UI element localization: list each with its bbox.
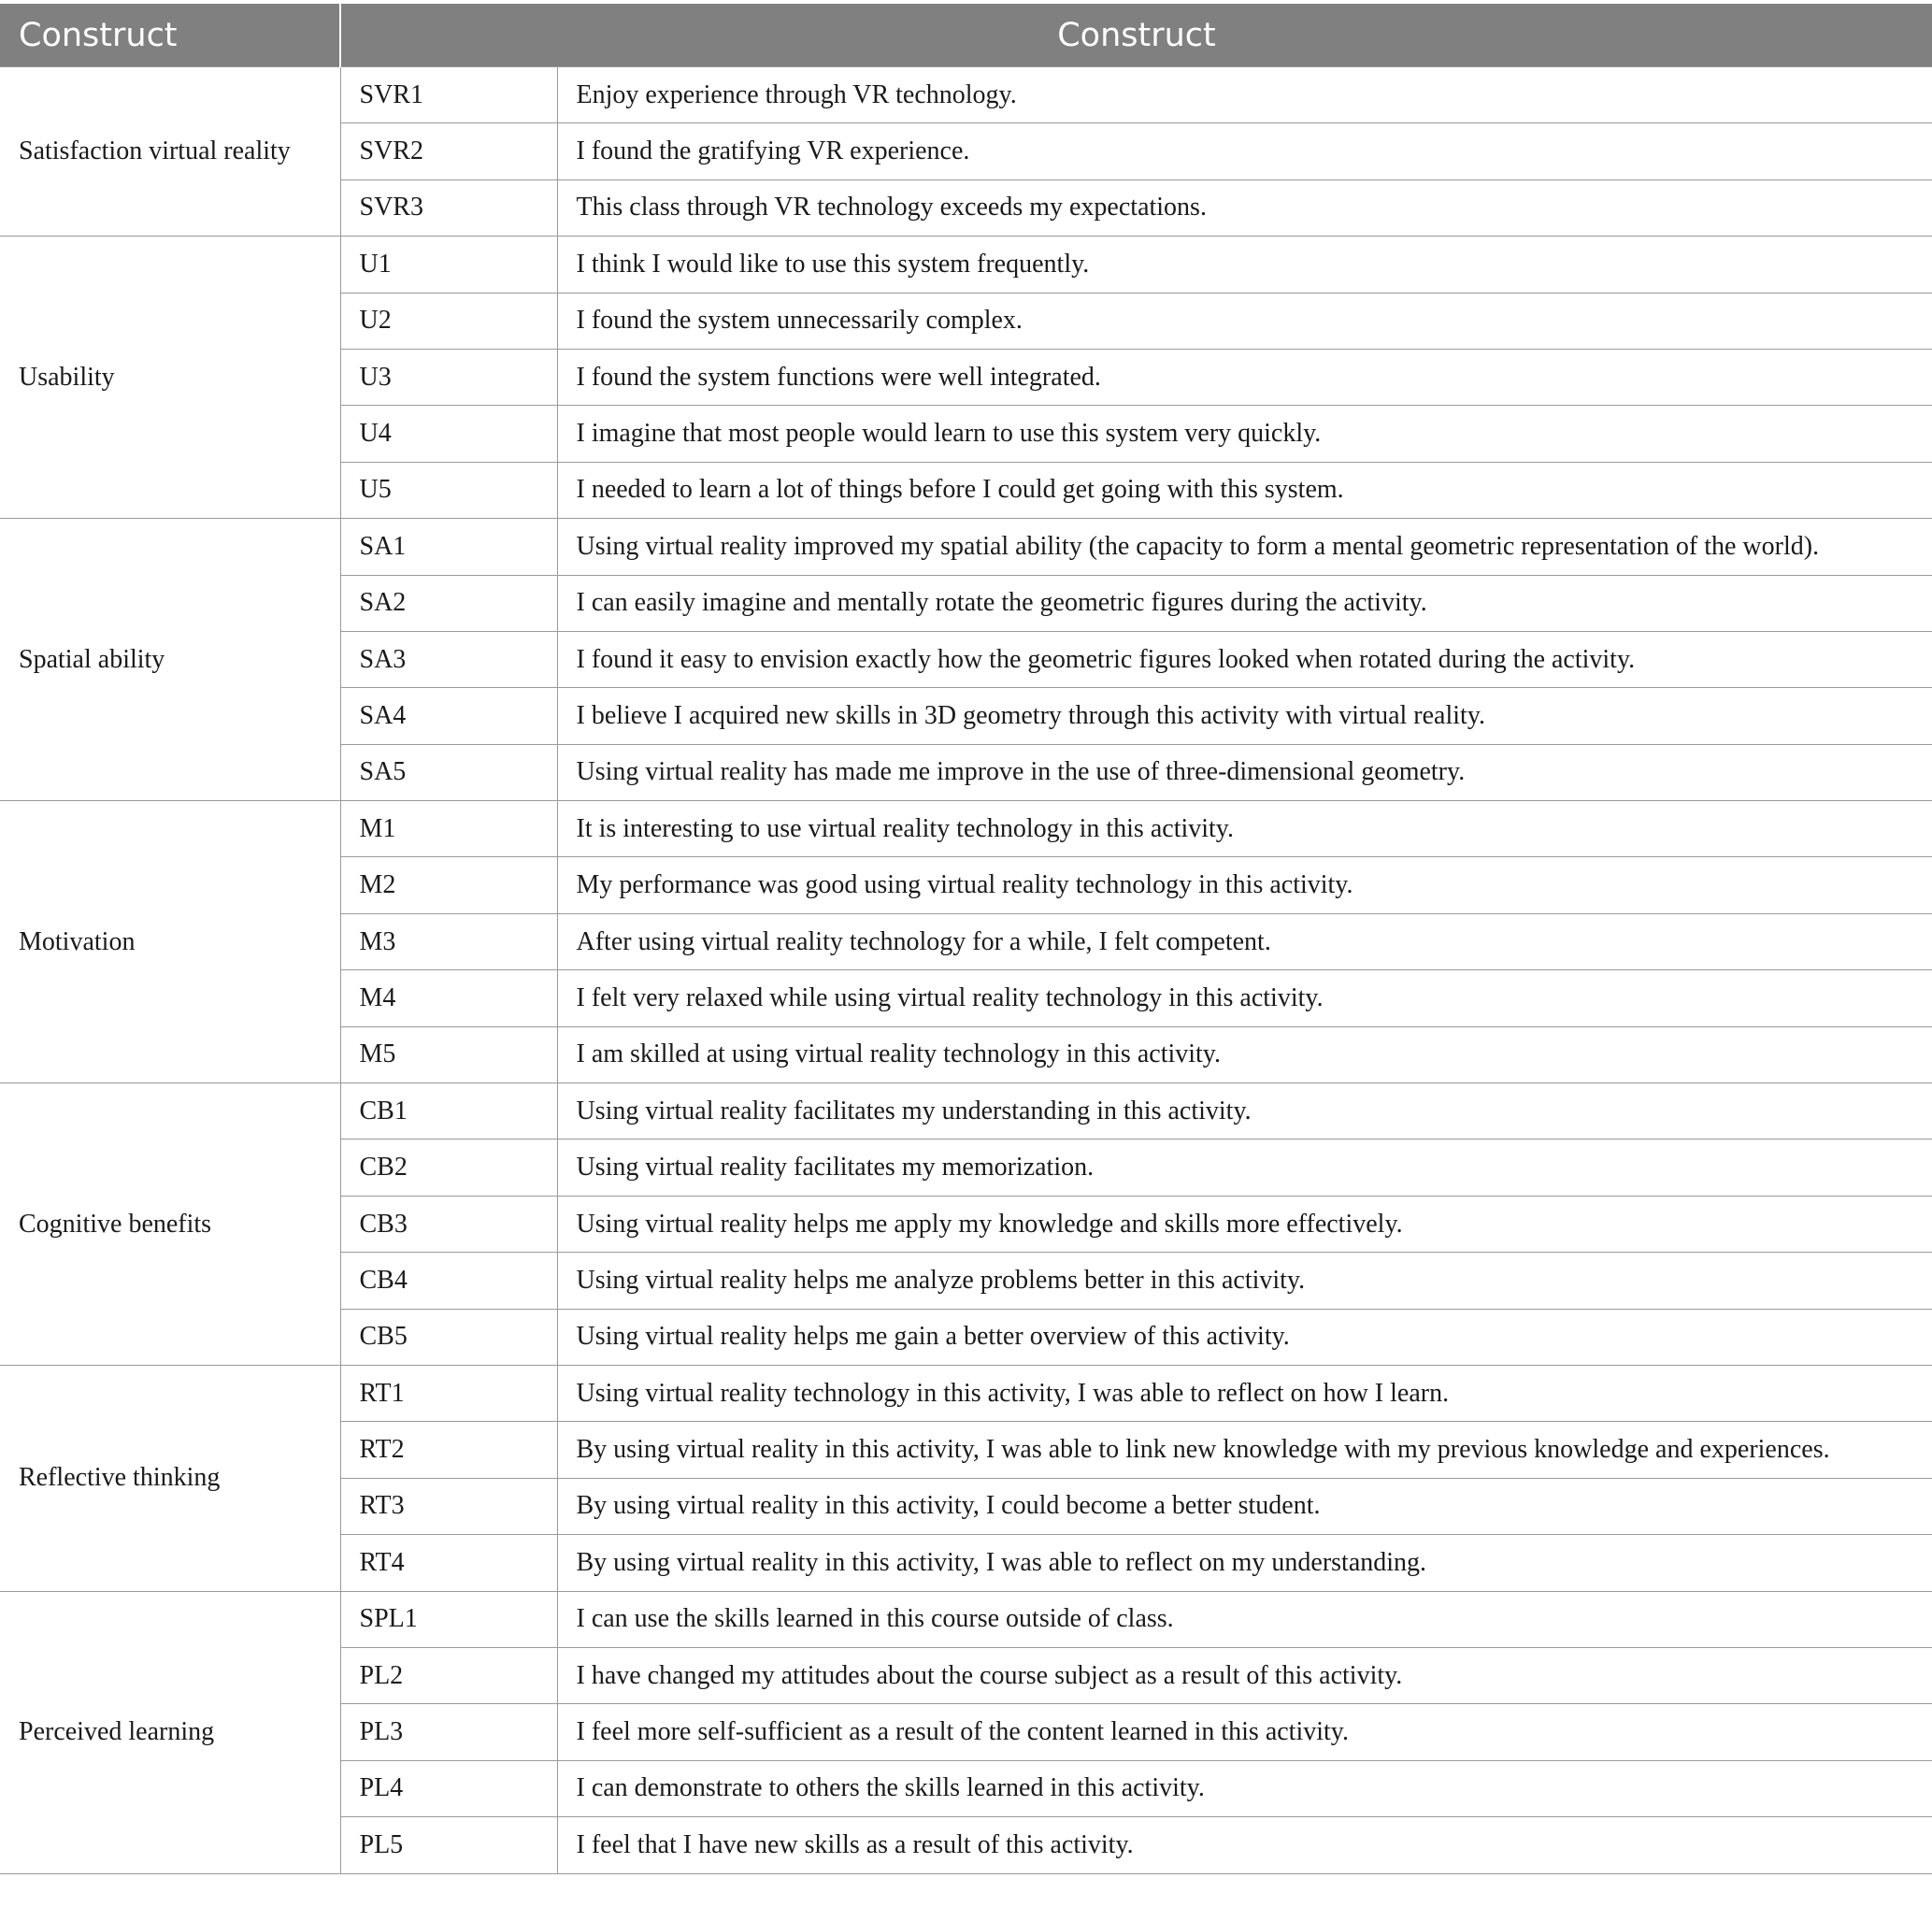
item-statement: I can demonstrate to others the skills learned in this activity. <box>557 1760 1932 1816</box>
item-statement: My performance was good using virtual reality technology in this activity. <box>557 857 1932 913</box>
item-code: SA4 <box>340 688 557 744</box>
item-statement: Using virtual reality technology in this activity, I was able to reflect on how I learn. <box>557 1365 1932 1421</box>
item-code: SA5 <box>340 744 557 800</box>
item-code: U5 <box>340 462 557 518</box>
item-code: U2 <box>340 293 557 349</box>
item-code: M1 <box>340 801 557 857</box>
item-code: M2 <box>340 857 557 913</box>
item-statement: Using virtual reality improved my spatial ability (the capacity to form a mental geometric representation of the world). <box>557 519 1932 575</box>
item-code: PL2 <box>340 1647 557 1703</box>
item-code: U3 <box>340 349 557 405</box>
item-statement: Enjoy experience through VR technology. <box>557 67 1932 123</box>
table-header <box>0 4 1932 67</box>
item-code: SA1 <box>340 519 557 575</box>
construct-name: Perceived learning <box>0 1591 340 1873</box>
item-statement: I have changed my attitudes about the course subject as a result of this activity. <box>557 1647 1932 1703</box>
table-row <box>0 801 1932 857</box>
construct-name: Reflective thinking <box>0 1365 340 1591</box>
item-statement: Using virtual reality helps me analyze problems better in this activity. <box>557 1253 1932 1309</box>
item-code: PL4 <box>340 1760 557 1816</box>
item-code: CB3 <box>340 1196 557 1252</box>
item-statement: I found the system functions were well integrated. <box>557 349 1932 405</box>
table-row <box>0 519 1932 575</box>
item-statement: This class through VR technology exceeds my expectations. <box>557 179 1932 236</box>
item-statement: Using virtual reality has made me improve in the use of three-dimensional geometry. <box>557 744 1932 800</box>
item-code: RT2 <box>340 1422 557 1478</box>
item-code: SVR1 <box>340 67 557 123</box>
item-code: M3 <box>340 913 557 969</box>
item-statement: By using virtual reality in this activity, I was able to reflect on my understanding. <box>557 1535 1932 1591</box>
item-statement: Using virtual reality facilitates my understanding in this activity. <box>557 1083 1932 1140</box>
item-statement: I found it easy to envision exactly how the geometric figures looked when rotated during the activity. <box>557 631 1932 687</box>
item-code: SVR2 <box>340 123 557 179</box>
item-code: RT3 <box>340 1478 557 1534</box>
item-code: CB1 <box>340 1083 557 1140</box>
item-code: SA3 <box>340 631 557 687</box>
item-code: RT1 <box>340 1365 557 1421</box>
construct-name: Cognitive benefits <box>0 1083 340 1366</box>
item-statement: By using virtual reality in this activity, I could become a better student. <box>557 1478 1932 1534</box>
table-row <box>0 1365 1932 1421</box>
item-statement: I found the system unnecessarily complex. <box>557 293 1932 349</box>
item-statement: I found the gratifying VR experience. <box>557 123 1932 179</box>
item-statement: I felt very relaxed while using virtual reality technology in this activity. <box>557 970 1932 1026</box>
item-statement: I feel that I have new skills as a result of this activity. <box>557 1817 1932 1873</box>
item-statement: Using virtual reality helps me gain a better overview of this activity. <box>557 1309 1932 1365</box>
item-code: U1 <box>340 237 557 293</box>
item-statement: I am skilled at using virtual reality technology in this activity. <box>557 1026 1932 1082</box>
item-code: U4 <box>340 406 557 462</box>
item-statement: I can use the skills learned in this course outside of class. <box>557 1591 1932 1647</box>
item-code: PL3 <box>340 1704 557 1760</box>
item-statement: It is interesting to use virtual reality technology in this activity. <box>557 801 1932 857</box>
table-body <box>0 67 1932 1874</box>
header-construct-items: Construct <box>340 4 1932 67</box>
construct-name: Usability <box>0 237 340 519</box>
item-statement: Using virtual reality facilitates my memorization. <box>557 1140 1932 1196</box>
item-code: CB4 <box>340 1253 557 1309</box>
item-statement: I needed to learn a lot of things before I could get going with this system. <box>557 462 1932 518</box>
header-construct: Construct <box>0 4 340 67</box>
table-row <box>0 237 1932 293</box>
item-code: CB2 <box>340 1140 557 1196</box>
table-row <box>0 1591 1932 1647</box>
item-statement: I believe I acquired new skills in 3D geometry through this activity with virtual reality. <box>557 688 1932 744</box>
item-code: M4 <box>340 970 557 1026</box>
item-statement: I feel more self-sufficient as a result of the content learned in this activity. <box>557 1704 1932 1760</box>
item-code: SPL1 <box>340 1591 557 1647</box>
table-row <box>0 1083 1932 1140</box>
construct-name: Satisfaction virtual reality <box>0 67 340 237</box>
item-code: CB5 <box>340 1309 557 1365</box>
item-statement: By using virtual reality in this activity, I was able to link new knowledge with my previous knowledge and experiences. <box>557 1422 1932 1478</box>
item-statement: I think I would like to use this system frequently. <box>557 237 1932 293</box>
item-code: PL5 <box>340 1817 557 1873</box>
constructs-table-container <box>0 4 1932 1874</box>
item-statement: I imagine that most people would learn to use this system very quickly. <box>557 406 1932 462</box>
item-code: SVR3 <box>340 179 557 236</box>
item-code: M5 <box>340 1026 557 1082</box>
item-code: SA2 <box>340 575 557 631</box>
construct-name: Spatial ability <box>0 519 340 801</box>
item-code: RT4 <box>340 1535 557 1591</box>
construct-name: Motivation <box>0 801 340 1083</box>
item-statement: After using virtual reality technology for a while, I felt competent. <box>557 913 1932 969</box>
table-row <box>0 67 1932 123</box>
item-statement: Using virtual reality helps me apply my knowledge and skills more effectively. <box>557 1196 1932 1252</box>
header-row <box>0 4 1932 67</box>
constructs-table <box>0 4 1932 1874</box>
item-statement: I can easily imagine and mentally rotate the geometric figures during the activity. <box>557 575 1932 631</box>
